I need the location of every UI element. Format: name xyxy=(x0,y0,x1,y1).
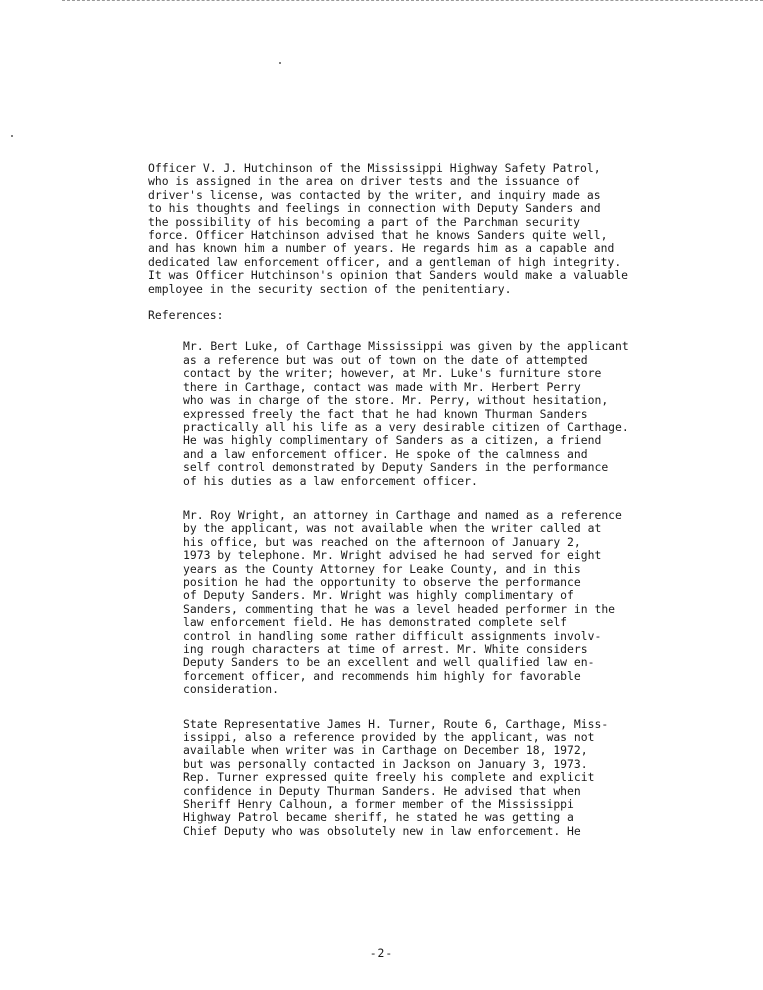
reference-bert-luke: Mr. Bert Luke, of Carthage Mississippi was given by the applicant as a reference but was out of town on the date of attempted contact by the writer; however, at Mr. Luke's furniture store there in Carthage, contact was made with Mr. Herbert Perry who was in charge of the store. Mr. Perry, without hesitation, expressed freely the fact that he had known Thurman Sanders practically all his life as a very desirable citizen of Carthage. He was highly complimentary of Sanders as a citizen, a friend and a law enforcement officer. He spoke of the calmness and self control demonstrated by Deputy Sanders in the performance of his duties as a law enforcement officer. xyxy=(183,339,629,488)
page-top-edge xyxy=(62,0,763,1)
reference-james-turner: State Representative James H. Turner, Route 6, Carthage, Miss- issippi, also a reference provided by the applicant, was not available when writer was in Carthage on December 18, 1972, but was personally contacted in Jackson on January 3, 1973. Rep. Turner expressed quite freely his complete and explicit confidence in Deputy Thurman Sanders. He advised that when Sheriff Henry Calhoun, a former member of the Mississippi Highway Patrol became sheriff, he stated he was getting a Chief Deputy who was obsolutely new in law enforcement. He xyxy=(183,716,609,838)
document-body xyxy=(148,162,688,838)
intro-paragraph: Officer V. J. Hutchinson of the Mississippi Highway Safety Patrol, who is assigned in the area on driver tests and the issuance of driver's license, was contacted by the writer, and inquiry made as to his thoughts and feelings in connection with Deputy Sanders and the possibility of his becoming a part of the Parchman security force. Officer Hatchinson advised that he knows Sanders quite well, and has known him a number of years. He regards him as a capable and dedicated law enforcement officer, and a gentleman of high integrity. It was Officer Hutchinson's opinion that Sanders would make a valuable employee in the security section of the penitentiary. xyxy=(148,161,629,296)
reference-roy-wright: Mr. Roy Wright, an attorney in Carthage and named as a reference by the applicant, was not available when the writer called at his office, but was reached on the afternoon of January 2, 1973 by telephone. Mr. Wright advised he had served for eight years as the County Attorney for Leake County, and in this position he had the opportunity to observe the performance of Deputy Sanders. Mr. Wright was highly complimentary of Sanders, commenting that he was a level headed performer in the law enforcement field. He has demonstrated complete self control in handling some rather difficult assignments involv- ing rough characters at time of arrest. Mr. White considers Deputy Sanders to be an excellent and well qualified law en- forcement officer, and recommends him highly for favorable consideration. xyxy=(183,507,622,697)
scan-speck xyxy=(279,62,281,64)
references-heading: References: xyxy=(148,308,224,323)
page-number: -2- xyxy=(369,946,394,960)
scan-speck xyxy=(11,135,13,137)
